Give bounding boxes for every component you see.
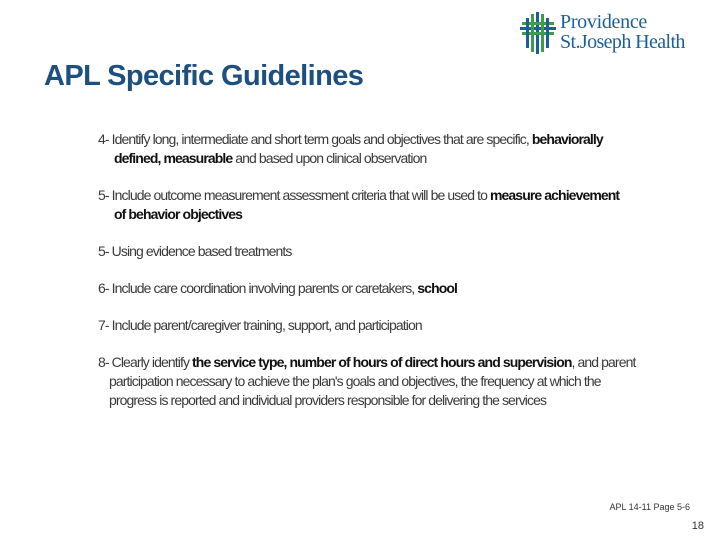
item-bold-text: the service type, number of hours of direct hours and supervision	[192, 354, 572, 370]
item-text: progress is reported and individual providers responsible for delivering the services	[109, 392, 547, 408]
reference-note: APL 14-11 Page 5-6	[609, 502, 690, 512]
item-text: 8- Clearly identify	[98, 354, 193, 370]
item-text: , and parent	[571, 354, 636, 370]
item-bold-text: defined, measurable	[114, 150, 233, 166]
list-item-parent-training	[98, 316, 688, 335]
list-item-care-coordination	[98, 279, 688, 298]
page-title: APL Specific Guidelines	[44, 60, 364, 92]
guidelines-list	[98, 130, 688, 428]
list-item-evidence-based	[98, 242, 688, 261]
item-bold-text: behaviorally	[531, 131, 603, 147]
item-bold-text: measure achievement	[489, 187, 620, 203]
item-text: 7- Include parent/caregiver training, support, and participation	[98, 317, 422, 333]
item-text: 6- Include care coordination involving parents or caretakers,	[98, 280, 418, 296]
list-item-outcome-measurement	[98, 186, 688, 224]
item-bold-text: school	[417, 280, 458, 296]
page-number: 18	[691, 520, 704, 532]
logo-line-st-joseph-health: St.Joseph Health	[560, 31, 685, 53]
providence-logo	[520, 12, 700, 56]
item-bold-text: of behavior objectives	[114, 206, 243, 222]
item-text: 4- Identify long, intermediate and short term goals and objectives that are specific,	[98, 131, 532, 147]
cross-logo-icon	[520, 12, 556, 54]
item-text: 5- Using evidence based treatments	[98, 243, 292, 259]
item-text: participation necessary to achieve the plan's goals and objectives, the frequency at which the	[109, 373, 601, 389]
logo-line-providence: Providence	[560, 11, 647, 33]
list-item-service-type	[98, 353, 688, 410]
item-text: 5- Include outcome measurement assessment criteria that will be used to	[98, 187, 490, 203]
item-text: and based upon clinical observation	[232, 150, 427, 166]
list-item-goals	[98, 130, 688, 168]
